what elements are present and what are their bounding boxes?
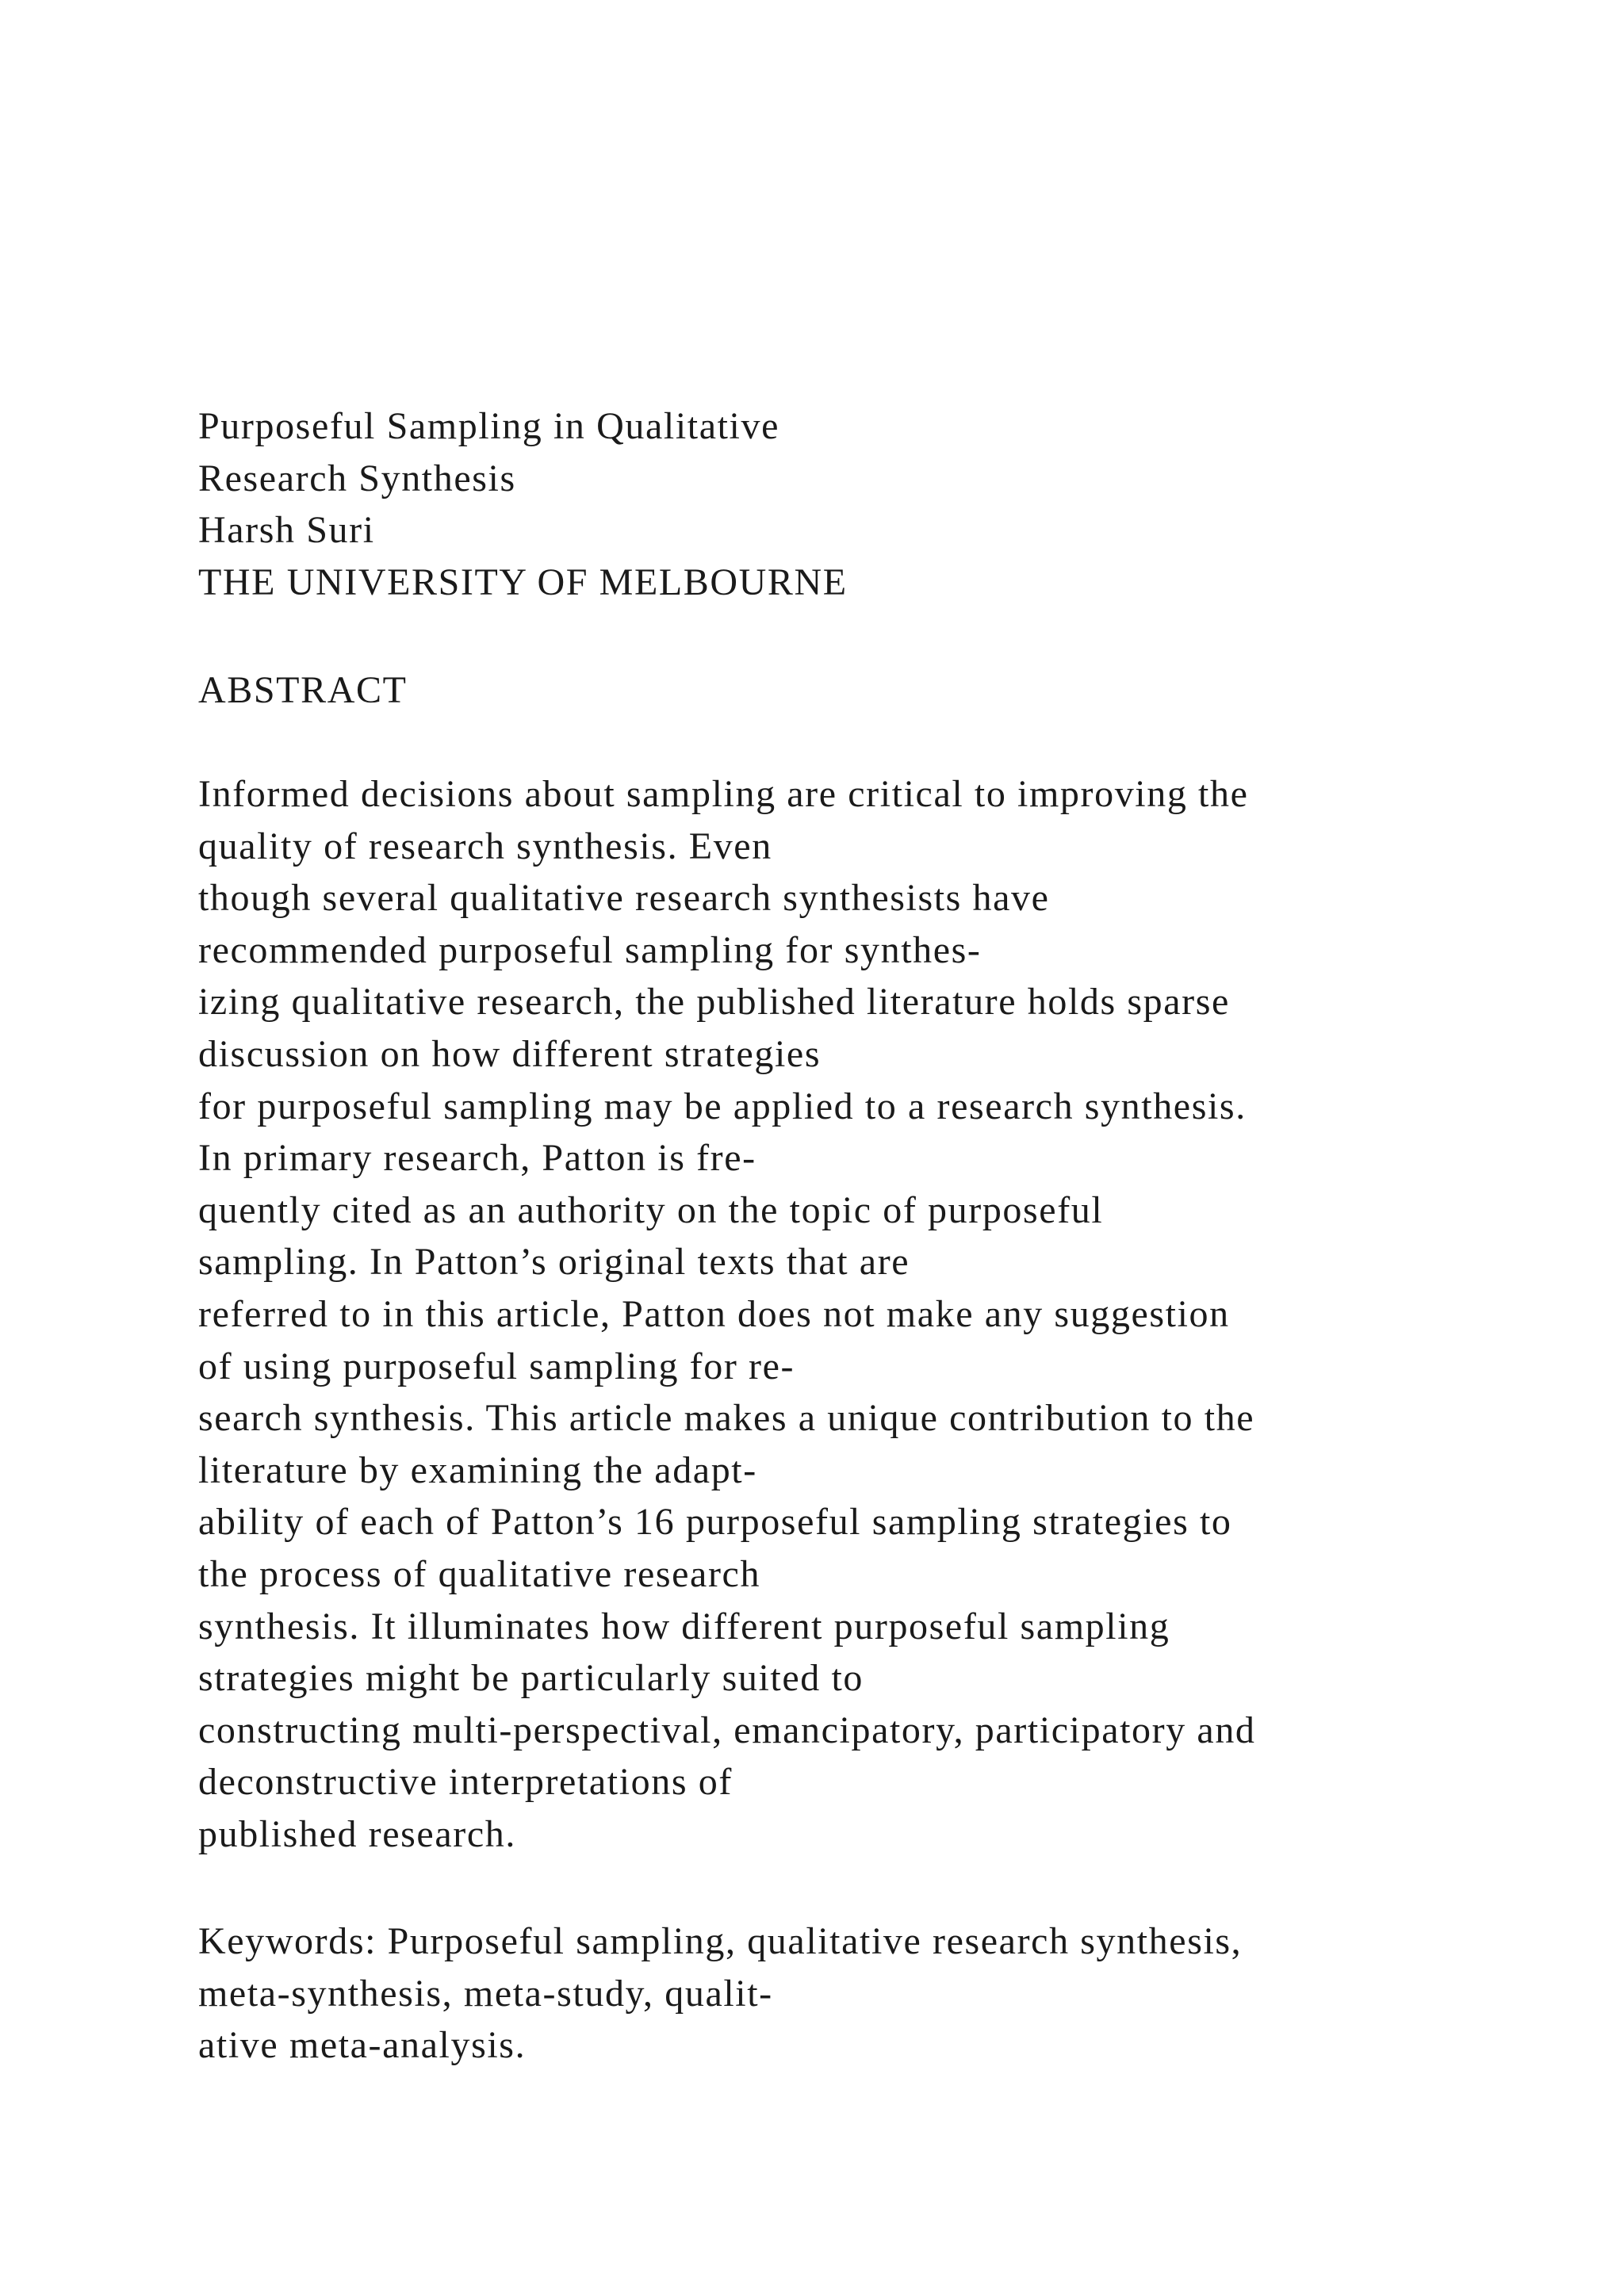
abstract-line: quality of research synthesis. Even: [198, 825, 772, 867]
keywords-line: Keywords: Purposeful sampling, qualitative research synthesis,: [198, 1920, 1243, 1962]
keywords-section: [198, 1915, 1546, 2072]
abstract-line: Informed decisions about sampling are critical to improving the: [198, 773, 1249, 815]
abstract-line: of using purposeful sampling for re-: [198, 1345, 795, 1387]
article-title-line-1: Purposeful Sampling in Qualitative: [198, 405, 779, 447]
article-header: [198, 400, 1546, 608]
abstract-line: deconstructive interpretations of: [198, 1761, 733, 1804]
abstract-line: quently cited as an authority on the topic of purposeful: [198, 1188, 1104, 1231]
abstract-line: izing qualitative research, the published literature holds sparse: [198, 981, 1230, 1024]
abstract-line: the process of qualitative research: [198, 1552, 761, 1595]
abstract-heading-container: [198, 664, 1546, 717]
abstract-heading: ABSTRACT: [198, 669, 408, 711]
abstract-line: synthesis. It illuminates how different purposeful sampling: [198, 1605, 1170, 1647]
abstract-line: In primary research, Patton is fre-: [198, 1137, 756, 1180]
author-name: Harsh Suri: [198, 509, 375, 552]
abstract-line: for purposeful sampling may be applied to a research synthesis.: [198, 1085, 1247, 1127]
author-affiliation: THE UNIVERSITY OF MELBOURNE: [198, 561, 848, 603]
abstract-line: sampling. In Patton’s original texts that are: [198, 1241, 910, 1284]
abstract-line: literature by examining the adapt-: [198, 1448, 757, 1491]
abstract-line: discussion on how different strategies: [198, 1032, 822, 1075]
abstract-line: strategies might be particularly suited to: [198, 1657, 864, 1700]
abstract-line: though several qualitative research synthesists have: [198, 877, 1050, 920]
keywords-line: meta-synthesis, meta-study, qualit-: [198, 1972, 773, 2015]
abstract-line: ability of each of Patton’s 16 purposeful sampling strategies to: [198, 1501, 1232, 1544]
abstract-line: recommended purposeful sampling for synthes-: [198, 928, 982, 971]
abstract-body: [198, 768, 1546, 1860]
abstract-line: search synthesis. This article makes a unique contribution to the: [198, 1397, 1255, 1440]
abstract-line: published research.: [198, 1812, 516, 1855]
abstract-line: referred to in this article, Patton does not make any suggestion: [198, 1292, 1230, 1335]
article-title-line-2: Research Synthesis: [198, 457, 516, 499]
keywords-line: ative meta-analysis.: [198, 2024, 527, 2067]
abstract-line: constructing multi-perspectival, emancipatory, participatory and: [198, 1709, 1256, 1751]
